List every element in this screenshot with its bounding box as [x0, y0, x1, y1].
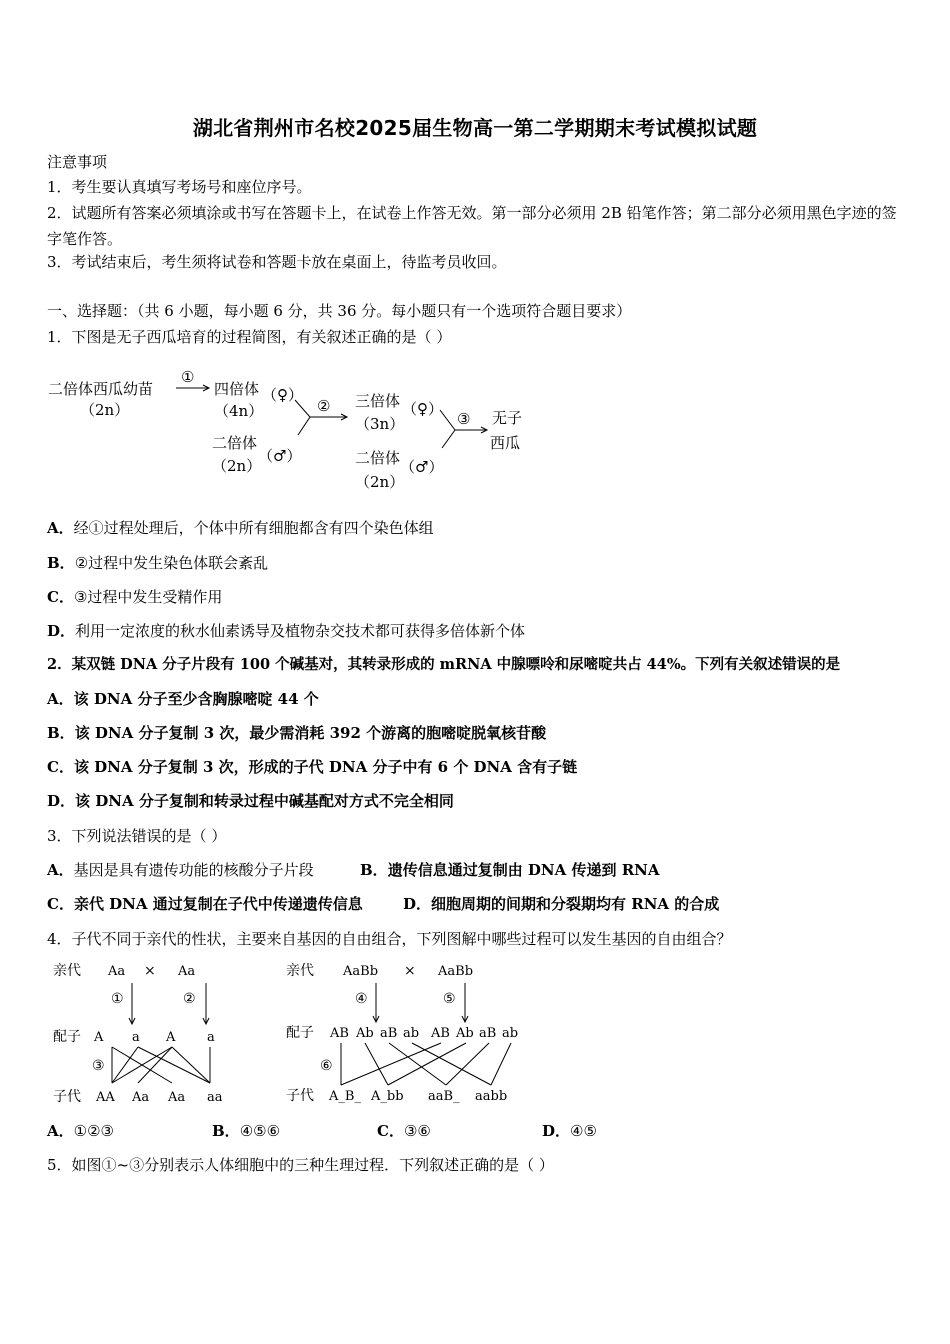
gamete-2: Ab: [356, 1026, 374, 1041]
offspring-label: 子代: [53, 1089, 81, 1105]
notice-heading: 注意事项: [47, 153, 108, 171]
option-letter: C．: [47, 895, 74, 913]
option-letter: B．: [360, 861, 388, 879]
q1-option-b: [47, 553, 268, 573]
option-text: ④⑤⑥: [239, 1122, 281, 1140]
result-line-1: 无子: [492, 409, 523, 427]
option-text: 基因是具有遗传功能的核酸分子片段: [73, 861, 314, 879]
step-3-label: ③: [457, 410, 471, 428]
q1-stem: 1．下图是无子西瓜培育的过程简图，有关叙述正确的是（ ）: [47, 328, 452, 346]
option-letter: D．: [47, 792, 76, 810]
option-text: 该 DNA 分子至少含胸腺嘧啶 44 个: [73, 690, 319, 708]
parent-2: AaBb: [438, 964, 474, 979]
triploid-ploidy: （3n）: [355, 415, 405, 433]
q2-option-c: [47, 757, 577, 777]
male-symbol-1: （♂）: [258, 447, 302, 465]
notice-item-3: 3．考试结束后，考生须将试卷和答题卡放在桌面上，待监考员收回。: [47, 253, 507, 271]
q2-stem: 2．某双链 DNA 分子片段有 100 个碱基对，其转录形成的 mRNA 中腺嘌呤和尿嘧啶共占 44%。下列有关叙述错误的是: [47, 656, 841, 673]
q4-option-c: [377, 1121, 431, 1141]
exam-title: 湖北省荆州市名校2025届生物高一第二学期期末考试模拟试题: [192, 116, 758, 140]
step-6-label: ⑥: [320, 1058, 333, 1074]
q1-watermelon-diagram: [40, 360, 560, 500]
option-text: 该 DNA 分子复制和转录过程中碱基配对方式不完全相同: [75, 792, 454, 810]
gamete-3: A: [166, 1030, 176, 1045]
gamete-1: AB: [330, 1026, 349, 1041]
gamete-4: ab: [403, 1026, 420, 1041]
gamete-1: A: [94, 1030, 104, 1045]
offspring-3: aaB_: [428, 1089, 460, 1104]
option-text: ②过程中发生染色体联会紊乱: [74, 554, 269, 572]
q2-option-b: [47, 723, 546, 743]
q3-option-b: [360, 860, 660, 880]
option-text: 亲代 DNA 通过复制在子代中传递遗传信息: [73, 895, 363, 913]
parent-1: Aa: [108, 964, 126, 979]
option-text: ③过程中发生受精作用: [73, 588, 223, 606]
offspring-4: aa: [207, 1090, 223, 1105]
option-letter: D．: [47, 622, 76, 640]
connector-line: [172, 1047, 210, 1083]
option-letter: A．: [47, 1122, 74, 1140]
option-letter: B．: [47, 554, 75, 572]
connector-line: [365, 1043, 388, 1085]
q3-option-c: [47, 894, 363, 914]
option-letter: B．: [212, 1122, 240, 1140]
diploid-a-label: 二倍体: [212, 434, 258, 452]
gamete-6: Ab: [456, 1026, 474, 1041]
q4-right-diagram: [283, 955, 543, 1110]
step-4-label: ④: [355, 991, 368, 1007]
parent-2: Aa: [178, 964, 196, 979]
offspring-2: Aa: [132, 1090, 150, 1105]
cross-2-bracket: [295, 400, 310, 435]
option-text: 细胞周期的间期和分裂期均有 RNA 的合成: [431, 895, 720, 913]
gamete-label: 配子: [53, 1029, 81, 1045]
option-letter: D．: [403, 895, 432, 913]
option-letter: C．: [47, 758, 74, 776]
notice-item-2: 2．试题所有答案必须填涂或书写在答题卡上，在试卷上作答无效。第一部分必须用 2B 铅笔作答；第二部分必须用黑色字迹的签字笔作答。: [47, 204, 897, 248]
tetraploid-ploidy: （4n）: [214, 402, 264, 420]
connector-line: [138, 1047, 172, 1083]
option-text: 利用一定浓度的秋水仙素诱导及植物杂交技术都可获得多倍体新个体: [75, 622, 526, 640]
q4-stem: 4．子代不同于亲代的性状，主要来自基因的自由组合，下列图解中哪些过程可以发生基因的自由组合？: [47, 930, 732, 948]
option-letter: C．: [377, 1122, 404, 1140]
q2-option-d: [47, 791, 454, 811]
option-letter: A．: [47, 690, 74, 708]
option-text: ③⑥: [403, 1122, 431, 1140]
step-2-label: ②: [317, 397, 331, 415]
notice-item-1: 1．考生要认真填写考场号和座位序号。: [47, 178, 312, 196]
step-5-label: ⑤: [443, 991, 456, 1007]
seedling-label: 二倍体西瓜幼苗: [48, 380, 154, 398]
option-text: 经①过程处理后，个体中所有细胞都含有四个染色体组: [73, 519, 434, 537]
section-heading: 一、选择题：（共 6 小题，每小题 6 分，共 36 分。每小题只有一个选项符合题目要求）: [47, 302, 632, 320]
male-symbol-2: （♂）: [400, 458, 444, 476]
female-symbol-2: （♀）: [402, 400, 443, 418]
parent-label: 亲代: [286, 963, 314, 979]
diploid-b-ploidy: （2n）: [355, 473, 405, 491]
connector-line: [112, 1047, 138, 1083]
gamete-4: a: [207, 1030, 215, 1045]
gamete-8: ab: [502, 1026, 519, 1041]
seedling-ploidy: （2n）: [80, 401, 130, 419]
gamete-3: aB: [380, 1026, 398, 1041]
connector-line: [491, 1043, 511, 1085]
q4-option-b: [212, 1121, 280, 1141]
female-symbol-1: （♀）: [262, 386, 303, 404]
gamete-7: aB: [479, 1026, 497, 1041]
triploid-label: 三倍体: [355, 392, 401, 410]
cross-symbol: ×: [144, 963, 156, 979]
q4-left-diagram: [50, 955, 250, 1110]
option-letter: A．: [47, 519, 74, 537]
step-3-label: ③: [92, 1058, 105, 1074]
diploid-a-ploidy: （2n）: [212, 457, 262, 475]
q3-stem: 3．下列说法错误的是（ ）: [47, 827, 227, 845]
parent-label: 亲代: [53, 963, 81, 979]
step-2-label: ②: [183, 991, 196, 1007]
connector-line: [138, 1047, 210, 1083]
q3-option-d: [403, 894, 719, 914]
q4-option-d: [542, 1121, 597, 1141]
connector-line: [412, 1043, 491, 1085]
q1-option-a: [47, 518, 434, 538]
offspring-label: 子代: [286, 1088, 314, 1104]
offspring-1: A_B_: [329, 1089, 361, 1104]
offspring-1: AA: [96, 1090, 115, 1105]
q4-option-a: [47, 1121, 114, 1141]
parent-1: AaBb: [343, 964, 379, 979]
option-letter: D．: [542, 1122, 571, 1140]
option-letter: B．: [47, 724, 75, 742]
cross-symbol: ×: [404, 963, 416, 979]
offspring-4: aabb: [475, 1089, 508, 1104]
q3-option-a: [47, 860, 314, 880]
q5-stem: 5．如图①~③分别表示人体细胞中的三种生理过程．下列叙述正确的是（ ）: [47, 1156, 554, 1174]
option-text: 该 DNA 分子复制 3 次，最少需消耗 392 个游离的胞嘧啶脱氧核苷酸: [74, 724, 547, 742]
step-1-label: ①: [111, 991, 124, 1007]
q2-option-a: [47, 689, 319, 709]
option-text: ①②③: [73, 1122, 114, 1140]
offspring-3: Aa: [168, 1090, 186, 1105]
option-letter: A．: [47, 861, 74, 879]
tetraploid-label: 四倍体: [214, 380, 260, 398]
option-text: ④⑤: [570, 1122, 597, 1140]
gamete-2: a: [132, 1030, 140, 1045]
gamete-label: 配子: [286, 1025, 314, 1041]
option-text: 该 DNA 分子复制 3 次，形成的子代 DNA 分子中有 6 个 DNA 含有子链: [73, 758, 578, 776]
offspring-2: A_bb: [371, 1089, 404, 1104]
option-letter: C．: [47, 588, 74, 606]
diploid-b-label: 二倍体: [355, 449, 401, 467]
result-line-2: 西瓜: [490, 434, 521, 452]
step-1-label: ①: [181, 368, 195, 386]
q1-option-d: [47, 621, 525, 641]
connector-line: [389, 1043, 446, 1085]
option-text: 遗传信息通过复制由 DNA 传递到 RNA: [387, 861, 660, 879]
gamete-5: AB: [431, 1026, 450, 1041]
q1-option-c: [47, 587, 222, 607]
